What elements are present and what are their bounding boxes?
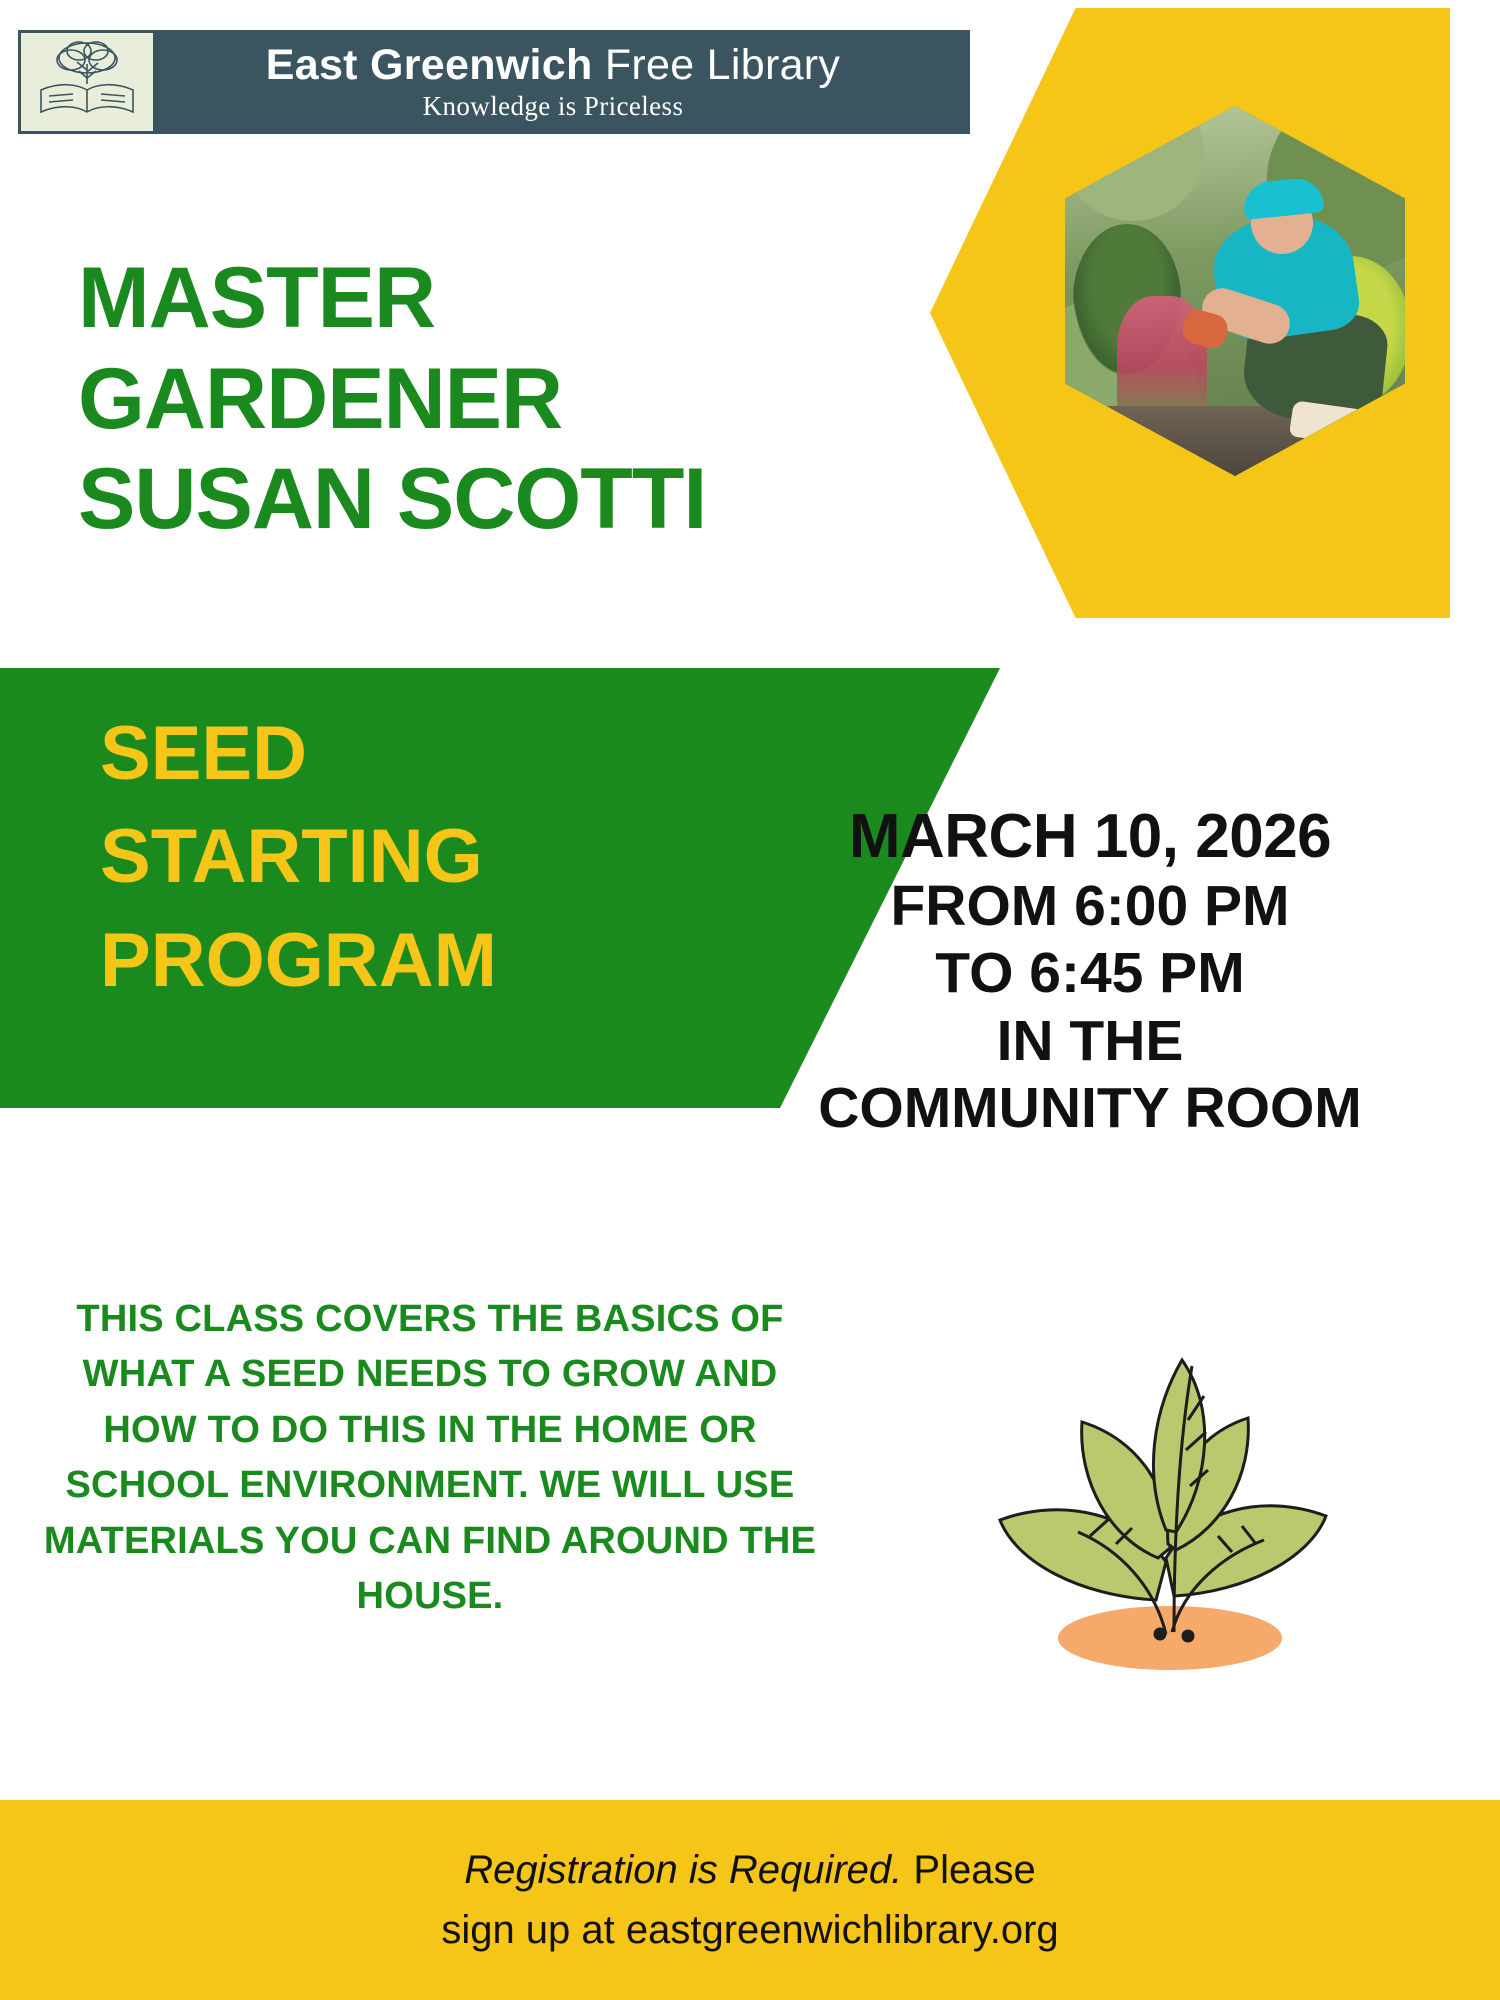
footer-bar	[0, 1800, 1500, 2000]
hero-hexagon	[930, 8, 1450, 618]
event-details	[700, 800, 1480, 1142]
event-description: THIS CLASS COVERS THE BASICS OF WHAT A SEED NEEDS TO GROW AND HOW TO DO THIS IN THE HOME OR SCHOOL ENVIRONMENT. WE WILL USE MATERIALS YOU CAN FIND AROUND THE HOUSE.	[43, 1298, 817, 1618]
registration-url-line: sign up at eastgreenwichlibrary.org	[441, 1908, 1059, 1952]
library-logo-bar	[18, 30, 970, 134]
banner-line-3: PROGRAM	[100, 917, 497, 1003]
book-tree-icon	[18, 30, 156, 134]
library-name	[156, 43, 970, 120]
library-tagline: Knowledge is Priceless	[422, 91, 684, 122]
library-name-light: Free Library	[592, 41, 841, 90]
event-location-line-2: COMMUNITY ROOM	[818, 1075, 1362, 1140]
event-time-to: TO 6:45 PM	[935, 941, 1245, 1006]
event-location-line-1: IN THE	[996, 1008, 1184, 1073]
registration-rest-text: Please	[902, 1848, 1036, 1892]
banner-line-2: STARTING	[100, 814, 483, 900]
headline-line-2: GARDENER	[78, 350, 563, 447]
headline-line-3: SUSAN SCOTTI	[78, 451, 707, 548]
event-time-from: FROM 6:00 PM	[890, 874, 1290, 939]
seedling-plant-illustration	[960, 1300, 1380, 1700]
program-title	[100, 702, 740, 1012]
event-date: MARCH 10, 2026	[848, 802, 1332, 871]
banner-line-1: SEED	[100, 711, 307, 796]
headline-line-1: MASTER	[78, 250, 436, 346]
registration-required-text: Registration is Required.	[464, 1848, 903, 1892]
library-name-bold: East Greenwich	[265, 41, 593, 90]
registration-note	[441, 1840, 1058, 1960]
page-title	[78, 248, 938, 550]
